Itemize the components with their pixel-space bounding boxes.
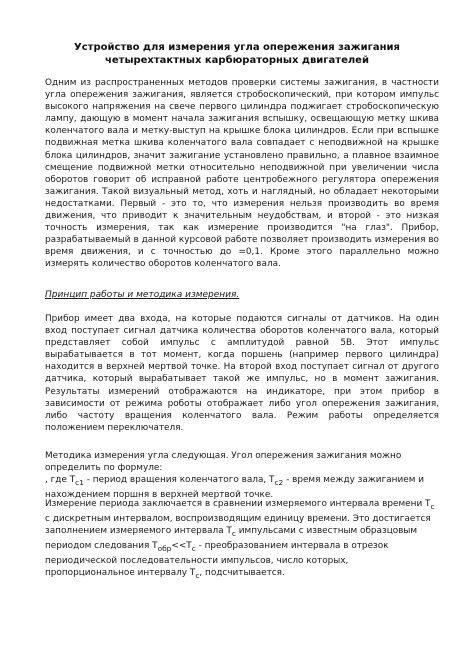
principle-paragraph: Прибор имеет два входа, на которые подаются сигналы от датчиков. На один вход поступает сигнал датчика количества оборотов коленчатого вала, который представляет собой импульс с амплитудой равной 5В. Этот импульс вырабатывается в тот момент, когда поршень (например первого цилиндра) находится в верхней мертвой точке. На второй вход поступает сигнал от другого датчика, который вырабатывает такой же импульс, но в момент зажигания. Результаты измерений отображаются на индикаторе, при этом прибор в зависимости от режима роботы отображает либо угол опережения зажигания, либо частоту вращения коленчатого вала. Режим работы определяется положением переключателя. xyxy=(45,314,439,433)
measure-sub-4: c xyxy=(191,543,196,553)
measurement-paragraph xyxy=(45,498,439,582)
measure-text-3: импульсами с известным образцовым периодом следования T xyxy=(45,525,418,551)
measure-text-1: Измерение периода заключается в сравнении измеряемого интервала времени T xyxy=(45,499,431,509)
document-title xyxy=(60,41,414,67)
measure-text-2: с дискретным интервалом, воспроизводящим единицу времени. Это достигается заполнением измеряемого интервала T xyxy=(45,513,431,536)
measure-text-6: , подсчитывается. xyxy=(199,567,285,578)
formula-sub-2: c2 xyxy=(274,477,284,487)
formula-text-2: - период вращения коленчатого вала, T xyxy=(83,475,275,485)
measure-sub-3: обр xyxy=(157,543,172,553)
formula-paragraph xyxy=(45,474,439,501)
measure-text-4: <<T xyxy=(171,540,192,551)
measure-sub-2: c xyxy=(231,528,236,538)
method-paragraph: Методика измерения угла следующая. Угол опережения зажигания можно определить по формуле: xyxy=(45,451,402,474)
intro-paragraph: Одним из распространенных методов проверки системы зажигания, в частности угла опережения зажигания, является стробоскопический, при котором импульс высокого напряжения на свече первого цилиндра поджигает стробоскопическую лампу, дающую в момент начала зажигания вспышку, освещающую метку шкива коленчатого вала и метку-выступ на крышке блока цилиндров. Если при вспышке подвижная метка шкива коленчатого вала совпадает с неподвижной на крышке блока цилиндров, значит зажигание установлено правильно, а плавное взаимное смещение подвижной метки относительно неподвижной при увеличении числа оборотов говорит об исправной работе центробежного регулятора опережения зажигания. Такой визуальный метод, хоть и наглядный, но обладает некоторыми недостатками. Первый - это то, что измерения нельзя производить во время движения, что приводит к значительным неудобствам, и второй - это низкая точность измерения, так как измерение производится "на глаз". Прибор, разрабатываемый в данной курсовой работе позволяет производить измерения во время движения, и с точностью до =0,1. Кроме этого параллельно можно измерять количество оборотов коленчатого вала. xyxy=(45,78,439,270)
measure-text-5: - преобразованием интервала в отрезок периодической последовательности импульсов, число которых, пропорциональное интервалу T xyxy=(45,540,389,578)
title-line-2: четырехтактных карбюраторных двигателей xyxy=(105,55,369,66)
formula-sub-1: c1 xyxy=(75,477,84,487)
formula-text-1: , где T xyxy=(45,475,76,485)
section-heading: Принцип работы и методика измерения. xyxy=(45,290,240,300)
measure-sub-5: c xyxy=(195,570,200,580)
measure-sub-1: c xyxy=(430,501,435,511)
formula-text-3: - время между зажиганием и нахождением поршня в верхней мертвой точке. xyxy=(45,475,424,500)
title-line-1: Устройство для измерения угла опережения зажигания xyxy=(74,42,400,53)
